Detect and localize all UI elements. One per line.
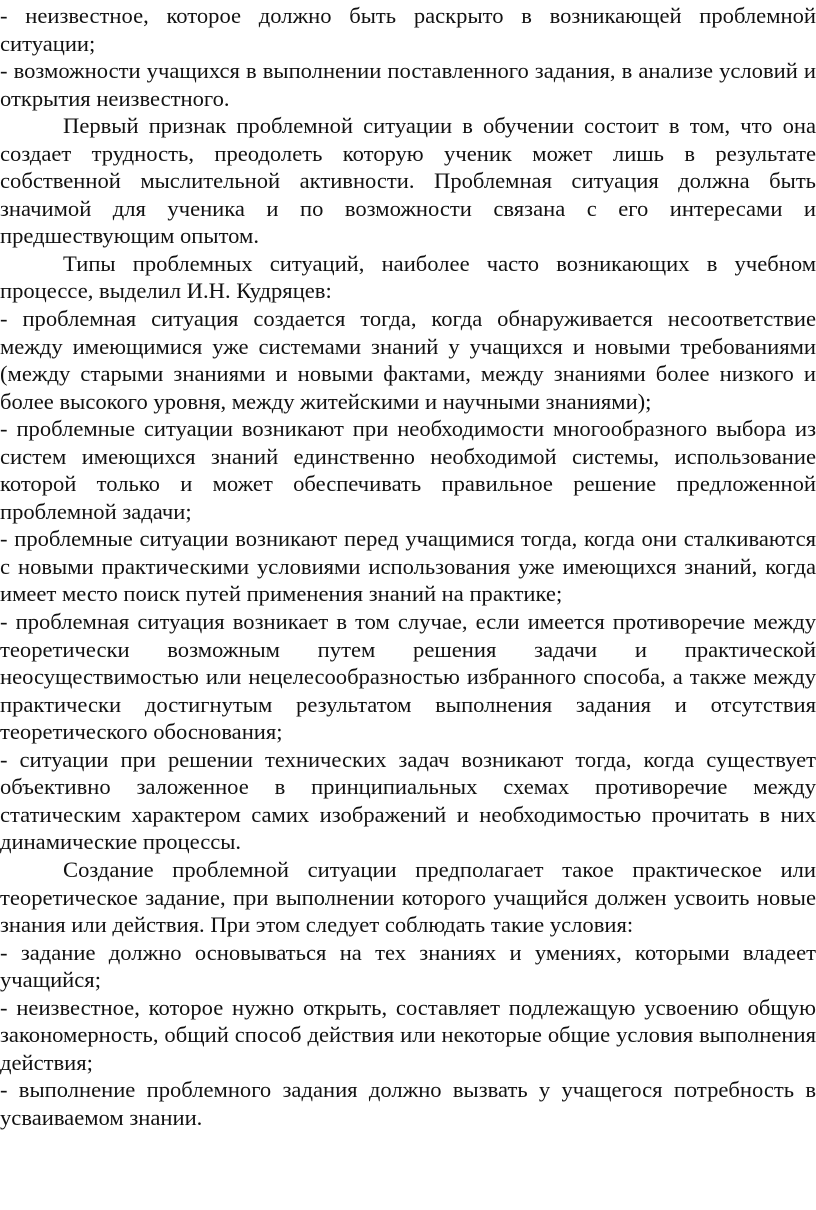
list-item-type-4: - проблемная ситуация возникает в том случае, если имеется противоречие между теоретически возможным путем решения задачи и практической неосуществимостью или нецелесообразностью избранного способа, а также между практически достигнутым результатом выполнения задания и отсутствия теоретического обоснования; — [0, 609, 816, 745]
list-item-condition-2: - неизвестное, которое нужно открыть, составляет подлежащую усвоению общую закономерность, общий способ действия или некоторые общие условия выполнения действия; — [0, 994, 816, 1075]
paragraph-creation: Создание проблемной ситуации предполагает такое практическое или теоретическое задание, при выполнении которого учащийся должен усвоить новые знания или действия. При этом следует соблюдать такие условия: — [0, 856, 816, 938]
paragraph-first-sign: Первый признак проблемной ситуации в обучении состоит в том, что она создает трудность, преодолеть которую ученик может лишь в результате собственной мыслительной активности. Проблемная ситуация должна быть значимой для ученика и по возможности связана с его интересами и предшествующим опытом. — [0, 113, 816, 249]
paragraph-types-intro: Типы проблемных ситуаций, наиболее часто возникающих в учебном процессе, выделил И.Н. Кудряцев: — [0, 250, 816, 304]
list-item-type-3: - проблемные ситуации возникают перед учащимися тогда, когда они сталкиваются с новыми практическими условиями использования уже имеющихся знаний, когда имеет место поиск путей применения знаний на практике; — [0, 526, 816, 607]
list-item-type-1: - проблемная ситуация создается тогда, когда обнаруживается несоответствие между имеющимися уже системами знаний у учащихся и новыми требованиями (между старыми знаниями и новыми фактами, между знаниями более низкого и более высокого уровня, между житейскими и научными знаниями); — [0, 306, 816, 414]
list-item-type-2: - проблемные ситуации возникают при необходимости многообразного выбора из систем имеющихся знаний единственно необходимой системы, использование которой только и может обеспечивать правильное решение предложенной проблемной задачи; — [0, 416, 816, 524]
list-item-type-5: - ситуации при решении технических задач возникают тогда, когда существует объективно заложенное в принципиальных схемах противоречие между статическим характером самих изображений и необходимостью прочитать в них динамические процессы. — [0, 746, 816, 855]
list-item-abilities: - возможности учащихся в выполнении поставленного задания, в анализе условий и открытия неизвестного. — [0, 58, 816, 111]
list-item-condition-3: - выполнение проблемного задания должно вызвать у учащегося потребность в усваиваемом знании. — [0, 1077, 816, 1130]
list-item-unknown: - неизвестное, которое должно быть раскрыто в возникающей проблемной ситуации; — [0, 3, 816, 56]
list-item-condition-1: - задание должно основываться на тех знаниях и умениях, которыми владеет учащийся; — [0, 939, 816, 993]
